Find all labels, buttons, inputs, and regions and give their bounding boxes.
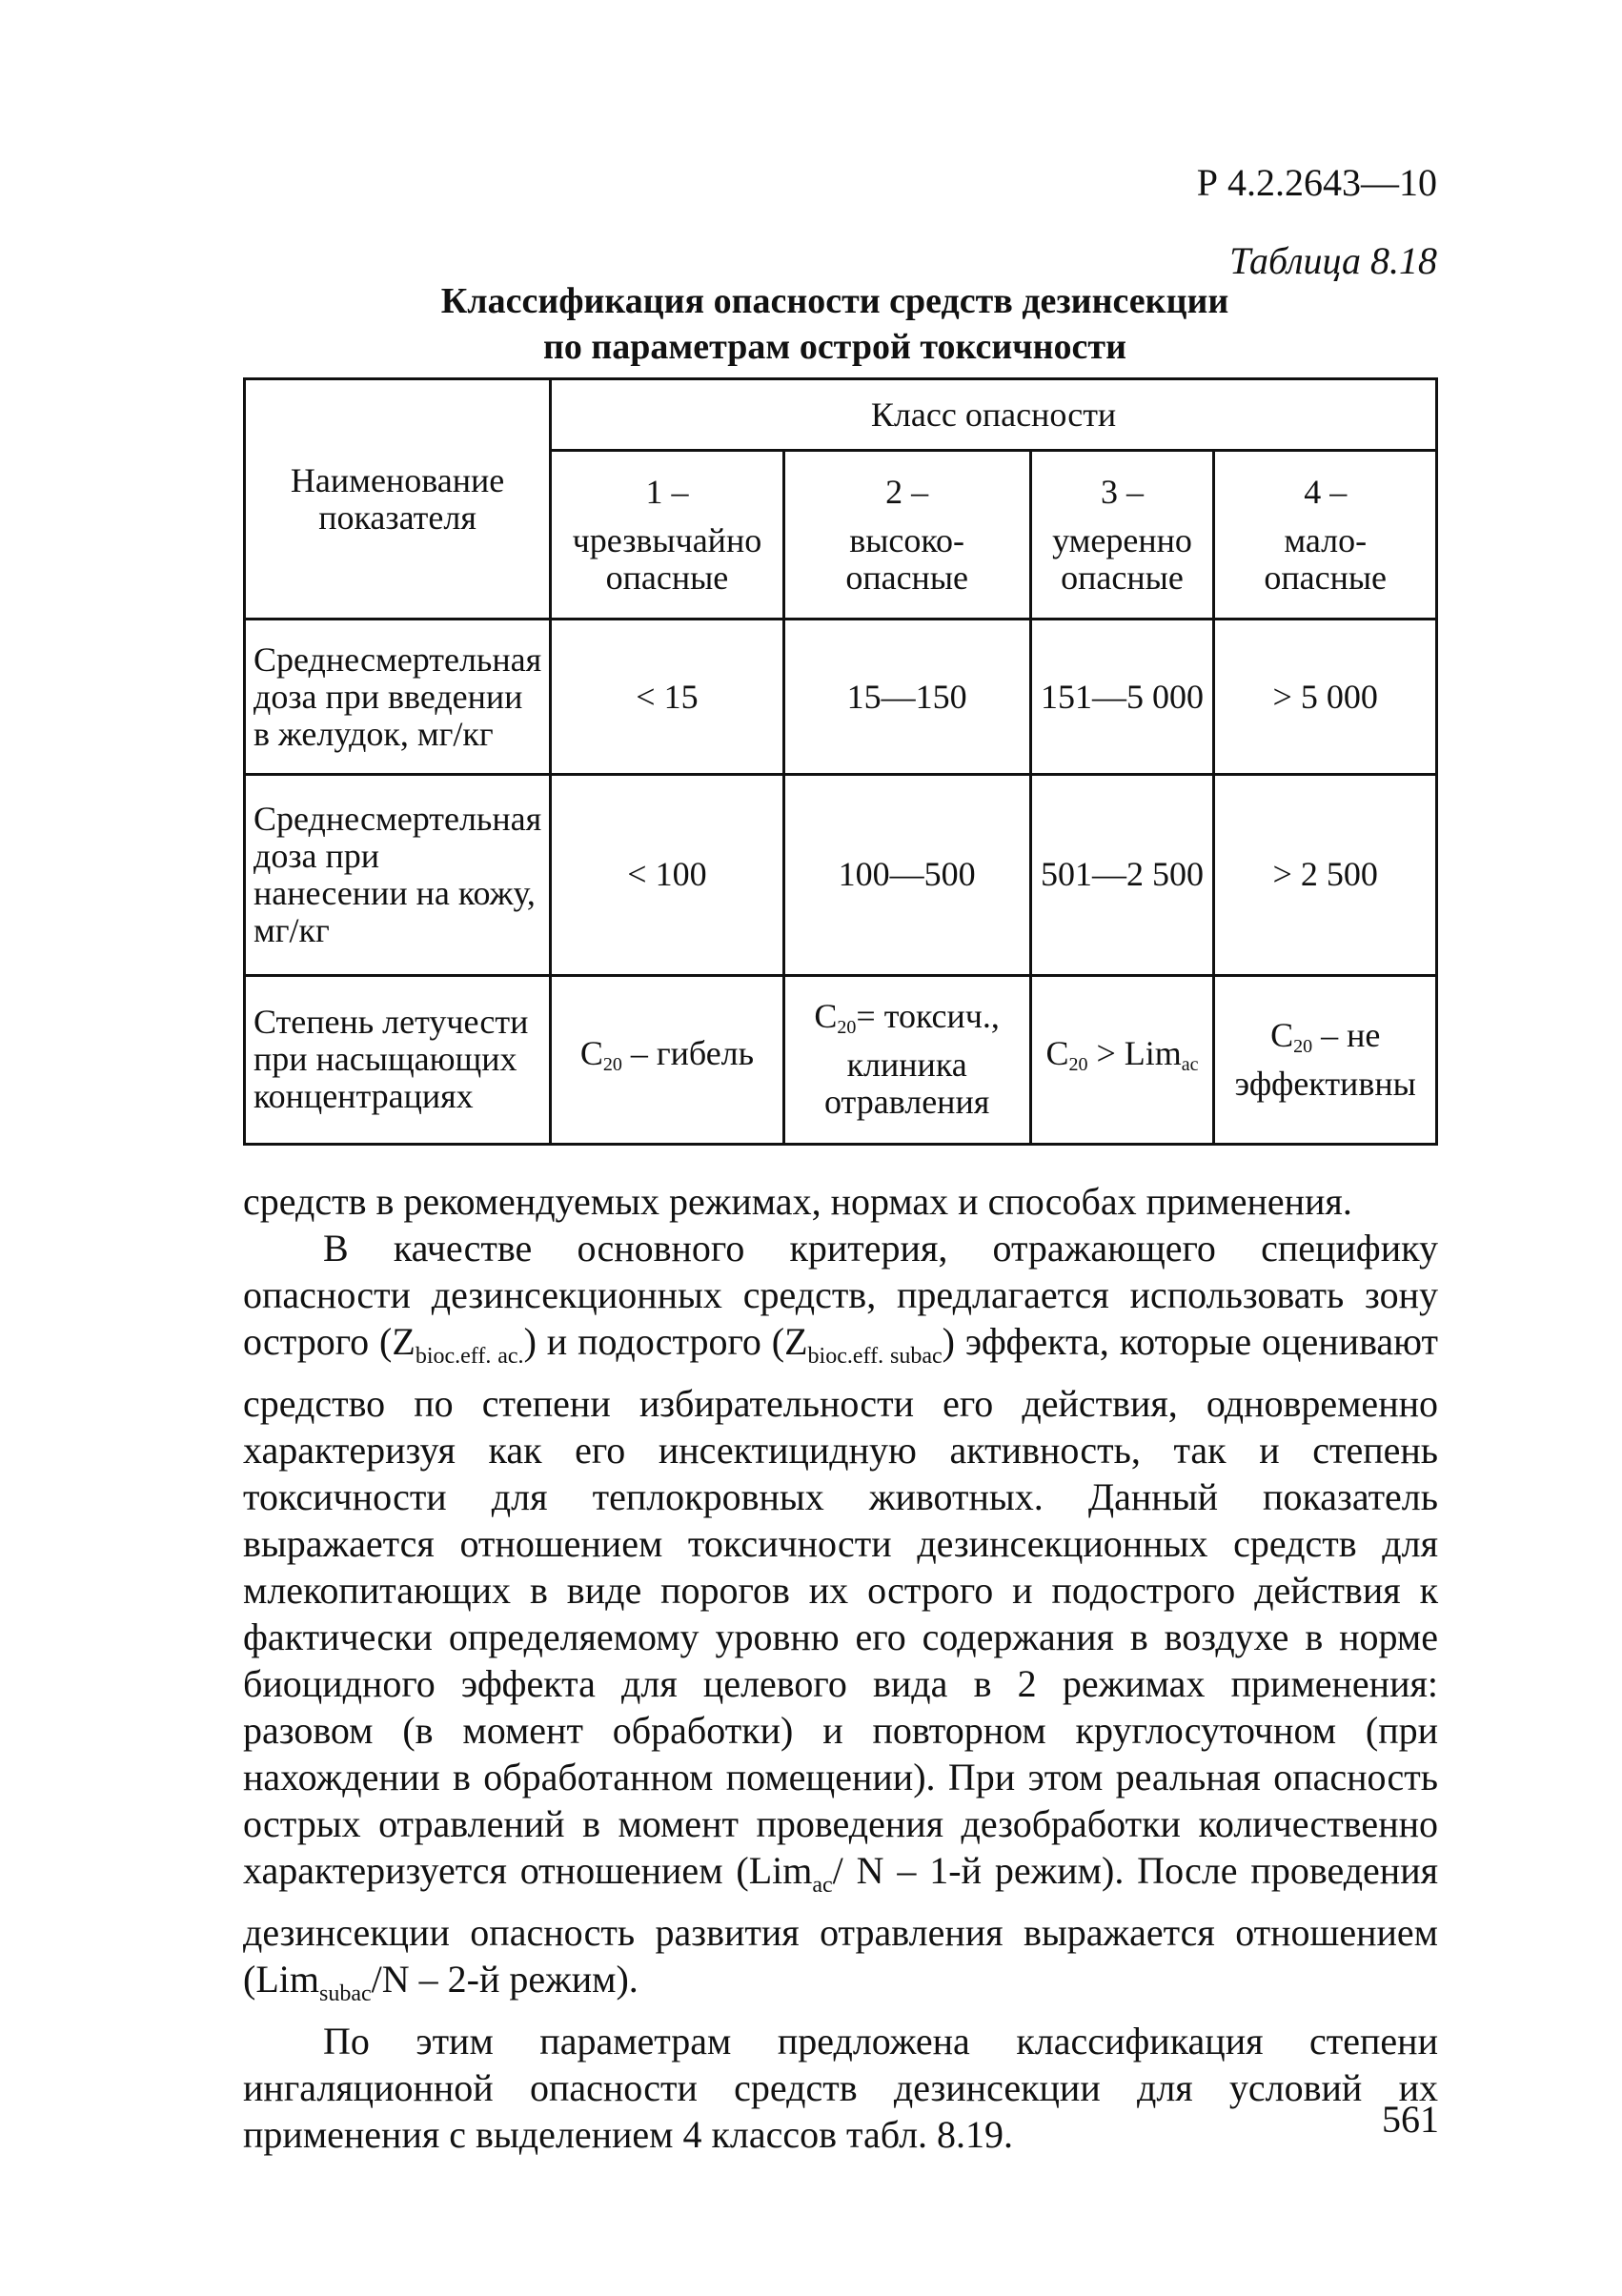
- hazard-class-header: Класс опасности: [551, 379, 1437, 451]
- cell-text: > Lim: [1096, 1034, 1182, 1073]
- table-cell: > 2 500: [1214, 774, 1437, 975]
- paragraph-3: По этим параметрам предложена классификация степени ингаляционной опасности средств дезинсекции для условий их применения с выделением 4 классов табл. 8.19.: [243, 2020, 1438, 2156]
- class-description: умеренно опасные: [1052, 520, 1192, 597]
- table-row: [245, 620, 1437, 775]
- table-cell: [1214, 975, 1437, 1144]
- class-number: 2 –: [885, 472, 929, 511]
- class-description: высоко-опасные: [845, 520, 968, 597]
- c-symbol: C: [814, 997, 838, 1036]
- document-code: Р 4.2.2643—10: [1196, 161, 1437, 204]
- lim-subscript: ac: [1181, 1054, 1199, 1076]
- cell-text: гибель: [656, 1034, 755, 1073]
- paragraph-2: [243, 1225, 1438, 2018]
- class-number: 3 –: [1100, 472, 1144, 511]
- table-cell: < 100: [551, 774, 784, 975]
- row-indicator: Степень летучести при насыщающих концентрациях: [245, 975, 551, 1144]
- text-run: ) эффекта, которые оценивают средство по степени избирательности его действия, одновременно характеризуя как его инсектицидную активность, так и степень токсичности для теплокровных животных. Данный показатель выражается отношением токсичности дезинсекционных средств для млекопитающих в виде порогов их острого и подострого действия к фактически определяемому уровню его содержания в воздухе в норме биоцидного эффекта для целевого вида в 2 режимах применения: разовом (в момент обработки) и повторном круглосуточном (при нахождении в обработанном помещении). При этом реальная опасность острых отравлений в момент проведения дезобработки количественно характеризуется отношением (Lim: [243, 1320, 1439, 1892]
- subscript: ac: [812, 1873, 833, 1898]
- body-text: [243, 1178, 1438, 2158]
- class-3-header: [1030, 451, 1214, 620]
- table-cell: [1030, 975, 1214, 1144]
- subscript: bioc.eff. ac.: [415, 1344, 524, 1369]
- class-number: 4 –: [1304, 472, 1348, 511]
- indicator-header: Наименование показателя: [245, 379, 551, 620]
- c-symbol: C: [579, 1034, 603, 1073]
- text-run: /N – 2-й режим).: [371, 1958, 639, 2001]
- c-subscript: 20: [602, 1054, 622, 1076]
- c-subscript: 20: [1068, 1054, 1088, 1076]
- class-4-header: [1214, 451, 1437, 620]
- subscript: subac: [318, 1981, 372, 2006]
- class-1-header: [551, 451, 784, 620]
- text-run: / N – 1-й режим). После проведения дезинсекции опасность развития отравления выражается отношением (Lim: [243, 1849, 1439, 2001]
- hazard-classification-table: [243, 377, 1438, 1146]
- table-cell: $C_{20}$ – гибель: [551, 975, 784, 1144]
- table-header-row: [245, 379, 1437, 451]
- text-run: ) и подострого (Z: [523, 1320, 808, 1363]
- table-label: Таблица 8.18: [1229, 239, 1437, 282]
- class-description: мало-опасные: [1264, 520, 1388, 597]
- table-title-line-1: Классификация опасности средств дезинсекции: [440, 281, 1229, 321]
- table-cell: 151—5 000: [1030, 620, 1214, 775]
- cell-text: = токсич., клиника отравления: [824, 997, 1000, 1122]
- table-title: [238, 278, 1431, 370]
- table-cell: < 15: [551, 620, 784, 775]
- c-subscript: 20: [837, 1017, 857, 1039]
- table-title-line-2: по параметрам острой токсичности: [543, 327, 1126, 367]
- class-number: 1 –: [645, 472, 689, 511]
- class-description: чрезвычайно опасные: [572, 520, 762, 597]
- c-subscript: 20: [1293, 1035, 1313, 1057]
- table-cell: 100—500: [783, 774, 1030, 975]
- table-cell: [783, 975, 1030, 1144]
- paragraph-1: средств в рекомендуемых режимах, нормах и способах применения.: [243, 1180, 1352, 1223]
- c-symbol: C: [1270, 1015, 1294, 1054]
- row-indicator: Среднесмертельная доза при введении в желудок, мг/кг: [245, 620, 551, 775]
- table-row: [245, 774, 1437, 975]
- subscript: bioc.eff. subac: [807, 1344, 943, 1369]
- class-2-header: [783, 451, 1030, 620]
- table-cell: 501—2 500: [1030, 774, 1214, 975]
- table-cell: 15—150: [783, 620, 1030, 775]
- table-cell: > 5 000: [1214, 620, 1437, 775]
- c-symbol: C: [1045, 1034, 1069, 1073]
- cell-text: – не эффективны: [1234, 1015, 1416, 1103]
- table-row: [245, 975, 1437, 1144]
- page-number: 561: [1382, 2098, 1439, 2141]
- row-indicator: Среднесмертельная доза при нанесении на кожу, мг/кг: [245, 774, 551, 975]
- text-run: В качестве основного критерия, отражающего специфику опасности дезинсекционных средств, предлагается использовать зону острого (Z: [243, 1227, 1438, 1363]
